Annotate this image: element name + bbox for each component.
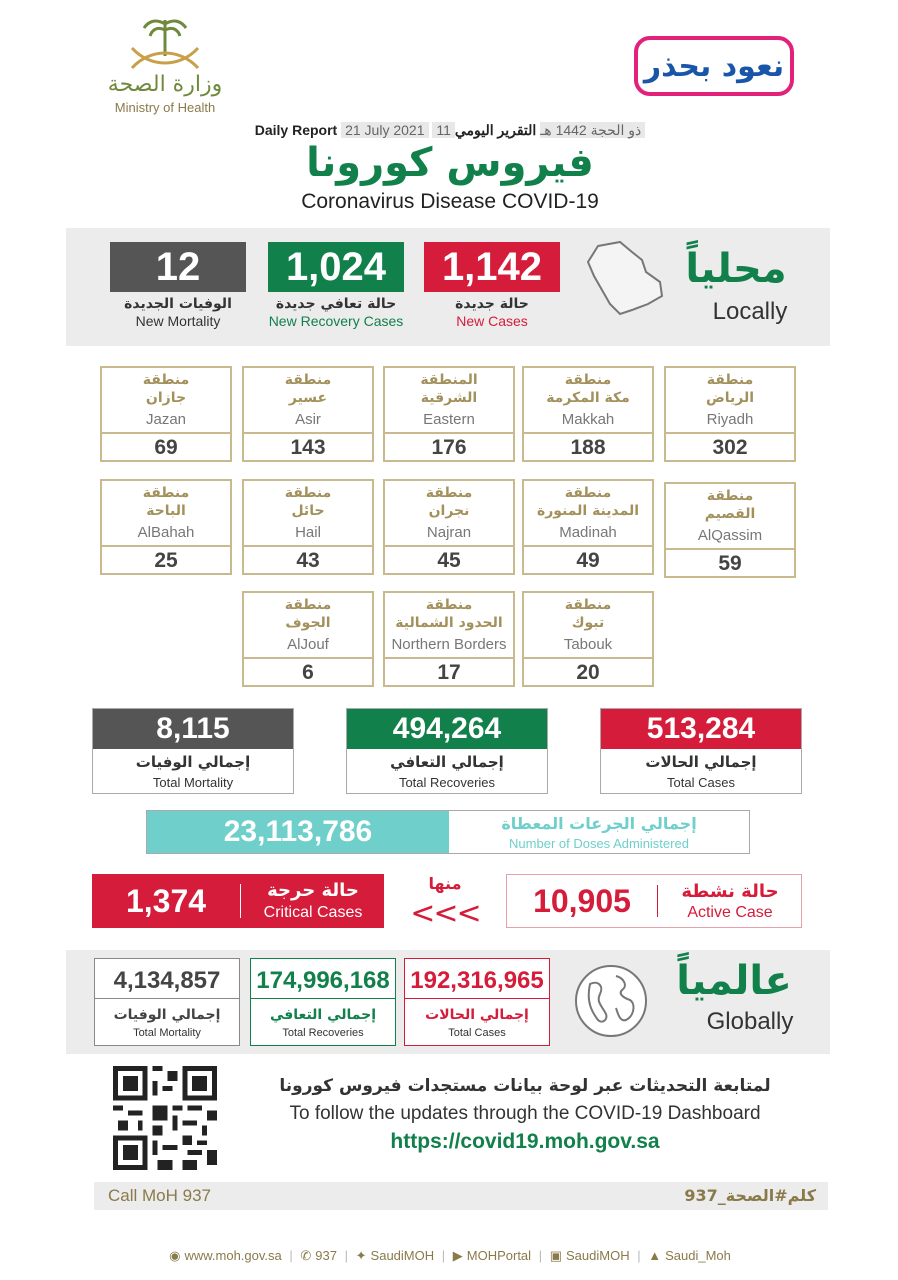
footer-links [100,1248,800,1264]
region-value: 188 [570,436,606,459]
doses-label-arabic: إجمالي الجرعات المعطاة [501,814,697,833]
footer-youtube[interactable]: MOHPortal [466,1248,532,1263]
call-moh-arabic: كلم#الصحة_937 [684,1186,816,1205]
region-divider [666,548,794,550]
footer-separator: | [289,1248,293,1263]
doses-value: 23,113,786 [147,811,449,853]
total-cases-label-arabic: إجمالي الحالات [645,753,757,771]
campaign-text: نعود بحذر [643,48,785,84]
call-moh-english: Call MoH 937 [108,1186,211,1205]
region-name-arabic: تبوك [571,615,605,631]
new-mortality-label-english: New Mortality [135,313,221,329]
region-divider [666,432,794,434]
footer-separator: | [441,1248,446,1263]
global-cases-label-arabic: إجمالي الحالات [425,1007,529,1023]
region-card-asir [242,366,374,462]
region-label-arabic: منطقة [142,372,190,388]
region-divider [244,657,372,659]
region-card-makkah [522,366,654,462]
total-mortality-label-arabic: إجمالي الوفيات [135,753,251,771]
region-name-english: AlQassim [697,527,763,544]
region-label-arabic: منطقة [564,597,612,613]
global-cases-label-english: Total Cases [448,1027,506,1039]
region-divider [524,545,652,547]
region-value: 6 [302,661,314,684]
region-divider [244,432,372,434]
region-card-madinah [522,479,654,575]
region-divider [385,432,513,434]
global-mortality-value: 4,134,857 [95,963,239,999]
global-mortality-label-arabic: إجمالي الوفيات [113,1007,221,1023]
snapchat-icon: ▲ [648,1248,662,1263]
daily-report-label: Daily Report [254,122,338,138]
footer-website[interactable]: www.moh.gov.sa [184,1248,282,1263]
report-date-hijri: 11 ذو الحجة 1442 هـ [432,122,645,138]
global-recoveries-card [250,958,396,1046]
footer-instagram[interactable]: SaudiMOH [566,1248,630,1263]
region-name-english: Makkah [561,411,615,428]
globe-icon [572,962,650,1040]
region-label-arabic: منطقة [425,485,473,501]
footer-phone[interactable]: 937 [315,1248,337,1263]
region-value: 45 [437,549,461,572]
region-divider [385,545,513,547]
follow-text-arabic: لمتابعة التحديثات عبر لوحة بيانات مستجدات فيروس كورونا [279,1076,771,1096]
page-title-english: Coronavirus Disease COVID-19 [301,190,599,213]
footer-separator: | [344,1248,349,1263]
region-value: 25 [154,549,178,572]
of-which-label: منها [428,874,462,893]
region-value: 49 [576,549,600,572]
campaign-logo [634,36,794,96]
total-cases-value: 513,284 [601,709,801,749]
region-divider [102,432,230,434]
globally-label-english: Globally [706,1008,794,1035]
region-name-arabic: عسير [288,390,328,406]
region-name-arabic: الحدود الشمالية [395,615,503,631]
region-value: 17 [437,661,461,684]
total-mortality-card [92,708,294,794]
locally-label-arabic: محلياً [685,246,787,292]
new-cases-value: 1,142 [424,242,560,292]
region-value: 302 [712,436,748,459]
active-divider [657,885,658,917]
doses-card [146,810,750,854]
region-name-english: AlJouf [287,636,329,653]
moh-name-english: Ministry of Health [114,100,216,115]
report-date-gregorian: 21 July 2021 [341,122,428,138]
twitter-icon: ✦ [355,1248,367,1263]
region-name-english: Riyadh [706,411,754,428]
page-title-arabic: فيروس كورونا [306,140,594,186]
region-name-arabic: الجوف [285,615,331,631]
total-cases-label-english: Total Cases [667,775,735,790]
global-cases-value: 192,316,965 [405,963,549,999]
region-card-northern-borders [383,591,515,687]
region-name-arabic: حائل [291,503,325,519]
moh-name-arabic: وزارة الصحة [107,72,223,97]
region-name-english: Najran [426,524,472,541]
region-name-english: Asir [295,411,321,428]
region-card-eastern [383,366,515,462]
web-icon: ◉ [169,1248,181,1263]
region-name-english: AlBahah [137,524,195,541]
active-cases-label-english: Active Case [687,904,773,921]
region-divider [244,545,372,547]
region-card-jazan [100,366,232,462]
region-name-english: Eastern [423,411,475,428]
region-card-hail [242,479,374,575]
dashboard-link[interactable]: https://covid19.moh.gov.sa [390,1130,660,1153]
region-divider [524,657,652,659]
new-cases-label-english: New Cases [456,313,528,329]
footer-twitter[interactable]: SaudiMOH [370,1248,435,1263]
region-name-arabic: جازان [145,390,187,406]
global-cases-card [404,958,550,1046]
doses-label-english: Number of Doses Administered [509,836,689,851]
region-name-english: Jazan [145,411,187,428]
region-card-riyadh [664,366,796,462]
region-divider [524,432,652,434]
daily-report-arabic: التقرير اليومي [454,122,537,138]
total-recoveries-label-english: Total Recoveries [398,775,496,790]
critical-divider [240,884,241,918]
region-name-arabic: المدينة المنورة [536,503,640,519]
region-card-najran [383,479,515,575]
region-name-english: Madinah [559,524,617,541]
region-label-arabic: منطقة [706,372,754,388]
footer-separator: | [538,1248,543,1263]
critical-cases-label-arabic: حالة حرجة [267,880,359,901]
global-mortality-card [94,958,240,1046]
locally-label-english: Locally [712,298,788,325]
saudi-map-icon [580,238,670,318]
region-value: 43 [296,549,320,572]
total-mortality-value: 8,115 [93,709,293,749]
region-name-arabic: القصيم [704,506,756,522]
footer-separator: | [637,1248,641,1263]
region-value: 20 [576,661,600,684]
critical-cases-label-english: Critical Cases [263,904,363,921]
region-card-alqassim [664,482,796,578]
total-recoveries-card [346,708,548,794]
region-name-arabic: الشرقية [420,390,478,406]
region-name-english: Northern Borders [391,636,507,653]
qr-code-icon[interactable] [112,1066,218,1170]
region-label-arabic: منطقة [564,372,612,388]
region-label-arabic: منطقة [564,485,612,501]
region-label-arabic: منطقة [284,597,332,613]
region-name-arabic: الرياض [705,390,755,406]
region-label-arabic: منطقة [706,488,754,504]
footer-snapchat[interactable]: Saudi_Moh [665,1248,731,1263]
global-recoveries-value: 174,996,168 [251,963,395,999]
global-recoveries-label-english: Total Recoveries [282,1027,364,1039]
total-cases-card [600,708,802,794]
region-name-english: Tabouk [563,636,613,653]
region-label-arabic: منطقة [142,485,190,501]
region-value: 176 [431,436,467,459]
region-value: 59 [718,552,742,575]
region-name-arabic: الباحة [146,503,186,519]
active-cases-card [506,874,802,928]
follow-text-english: To follow the updates through the COVID-19 Dashboard [289,1103,761,1124]
youtube-icon: ▶ [452,1248,463,1263]
region-divider [102,545,230,547]
arrows-left-icon: <<< [410,896,480,931]
region-card-tabouk [522,591,654,687]
region-divider [385,657,513,659]
region-card-aljouf [242,591,374,687]
new-cases-label-arabic: حالة جديدة [455,296,529,312]
region-label-arabic: منطقة [425,597,473,613]
region-label-arabic: منطقة [284,485,332,501]
global-recoveries-label-arabic: إجمالي التعافي [269,1007,377,1023]
active-cases-label-arabic: حالة نشطة [681,881,779,902]
region-value: 69 [154,436,178,459]
active-cases-value: 10,905 [533,882,631,919]
region-card-albahah [100,479,232,575]
critical-cases-value: 1,374 [125,882,207,919]
region-label-arabic: المنطقة [420,372,478,388]
new-recovery-label-english: New Recovery Cases [268,313,404,329]
region-value: 143 [290,436,326,459]
region-name-english: Hail [295,524,321,541]
region-label-arabic: منطقة [284,372,332,388]
critical-cases-card [92,874,384,928]
new-recovery-label-arabic: حالة تعافي جديدة [275,296,397,312]
new-mortality-value: 12 [110,242,246,292]
total-recoveries-label-arabic: إجمالي التعافي [390,753,504,771]
region-name-arabic: مكة المكرمة [546,390,630,406]
total-mortality-label-english: Total Mortality [152,775,234,790]
new-mortality-label-arabic: الوفيات الجديدة [124,296,232,312]
total-recoveries-value: 494,264 [347,709,547,749]
region-name-arabic: نجران [428,503,470,519]
new-recovery-value: 1,024 [268,242,404,292]
globally-label-arabic: عالمياً [676,958,792,1004]
phone-icon: ✆ [300,1248,312,1263]
instagram-icon: ▣ [549,1248,562,1263]
global-mortality-label-english: Total Mortality [133,1027,201,1039]
